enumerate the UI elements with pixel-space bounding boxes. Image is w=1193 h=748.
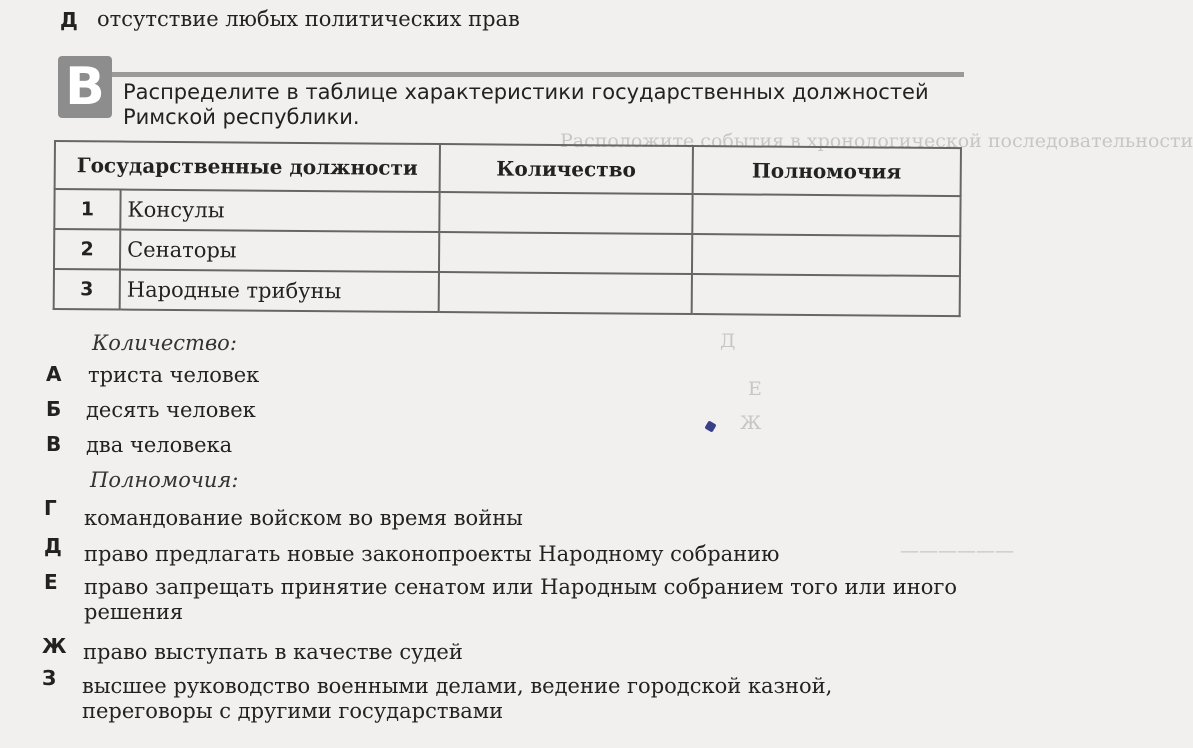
row-position: Сенаторы xyxy=(120,230,439,273)
row-count-cell[interactable] xyxy=(439,232,692,274)
option-letter: З xyxy=(42,666,57,690)
option-text: право предлагать новые законопроекты Народному собранию xyxy=(84,542,780,566)
table-row xyxy=(54,189,960,236)
task-instruction: Распределите в таблице характеристики государственных должностей Римской республики. xyxy=(123,80,929,129)
task-divider xyxy=(112,72,964,77)
answer-table xyxy=(53,140,962,317)
row-count-cell[interactable] xyxy=(439,192,692,234)
row-number: 3 xyxy=(54,269,120,310)
table-row xyxy=(54,269,960,316)
row-powers-cell[interactable] xyxy=(692,194,961,236)
option-text: триста человек xyxy=(88,363,260,387)
option-letter: Д xyxy=(60,8,78,32)
table-header-powers: Полномочия xyxy=(692,146,961,196)
row-number: 2 xyxy=(54,229,120,270)
option-letter: Е xyxy=(44,570,58,594)
task-badge: В xyxy=(58,56,112,118)
row-number: 1 xyxy=(54,189,120,230)
row-position: Народные трибуны xyxy=(120,270,439,313)
option-text: командование войском во время войны xyxy=(84,506,523,530)
row-powers-cell[interactable] xyxy=(691,274,960,316)
table-header-count: Количество xyxy=(440,144,693,194)
option-letter: А xyxy=(46,362,62,386)
powers-heading: Полномочия: xyxy=(90,468,239,492)
table-header-row xyxy=(55,141,961,196)
option-letter: Г xyxy=(44,496,57,520)
option-letter: В xyxy=(46,432,62,456)
table-row xyxy=(54,229,960,276)
option-text: высшее руководство военными делами, ведение городской казной, переговоры с другими государствами xyxy=(82,674,833,723)
option-letter: Д xyxy=(44,534,62,558)
option-text: право запрещать принятие сенатом или Народным собранием того или иного решения xyxy=(84,575,957,624)
ink-mark xyxy=(704,420,716,432)
option-letter: Ж xyxy=(42,634,67,658)
option-text: два человека xyxy=(86,433,233,457)
option-text: десять человек xyxy=(86,398,256,422)
row-count-cell[interactable] xyxy=(439,272,692,314)
row-powers-cell[interactable] xyxy=(692,234,961,276)
row-position: Консулы xyxy=(120,190,439,233)
option-text: отсутствие любых политических прав xyxy=(97,7,520,31)
quantity-heading: Количество: xyxy=(92,331,237,355)
option-text: право выступать в качестве судей xyxy=(83,640,463,664)
table-header-positions: Государственные должности xyxy=(55,141,440,192)
option-letter: Б xyxy=(46,397,62,421)
